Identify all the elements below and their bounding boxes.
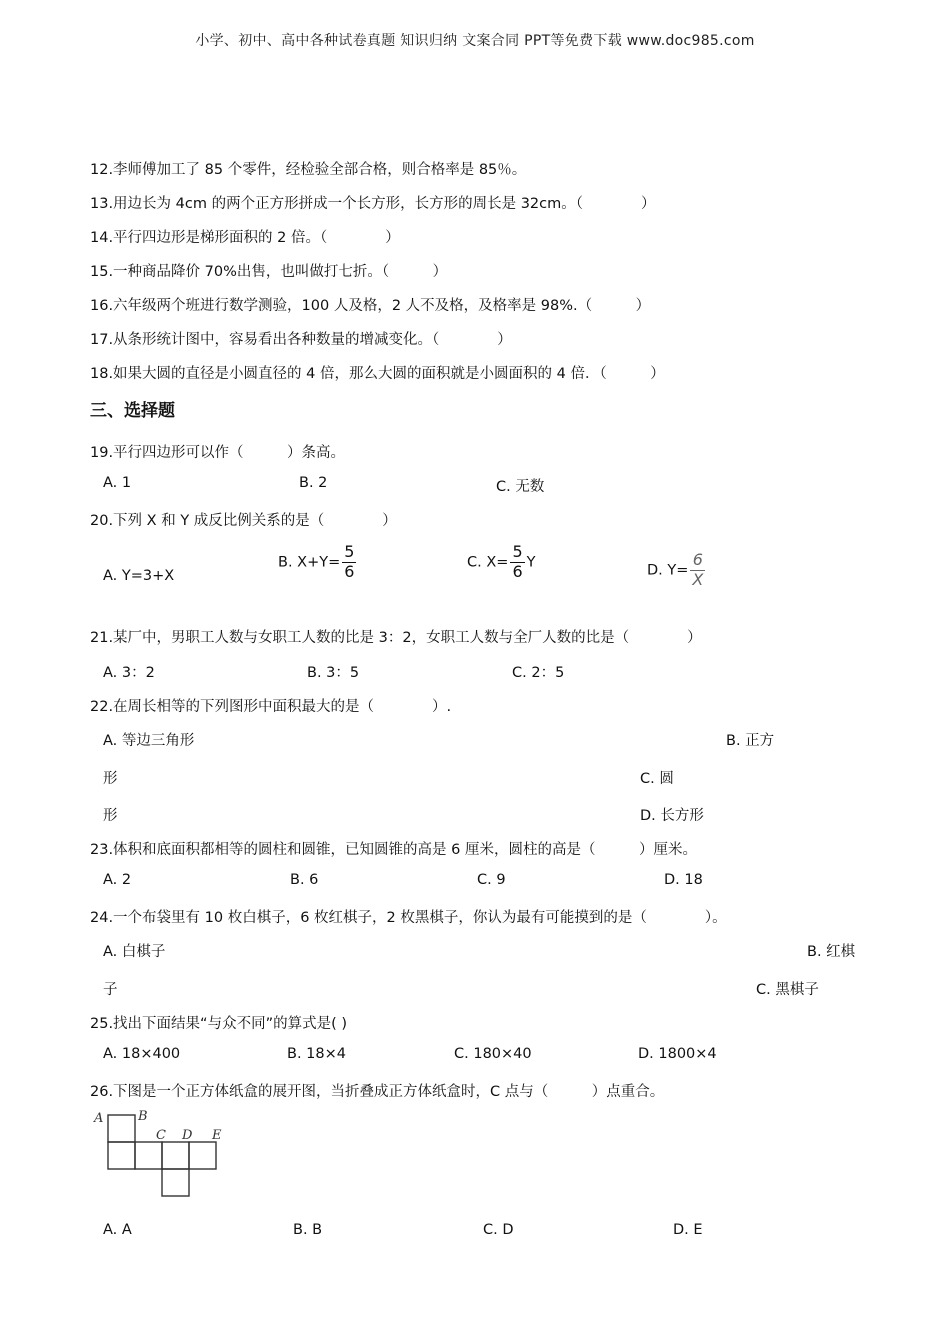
fraction-numerator: 5 bbox=[512, 542, 523, 561]
q20-option-d-fraction bbox=[690, 552, 705, 589]
q20-option-c[interactable] bbox=[467, 544, 535, 581]
net-square-top bbox=[108, 1115, 135, 1142]
q26-option-d[interactable]: D. E bbox=[673, 1222, 703, 1238]
q20-option-b-fraction bbox=[342, 544, 356, 581]
net-square-3 bbox=[162, 1142, 189, 1169]
question-25: 25.找出下面结果“与众不同”的算式是( ) bbox=[90, 1016, 348, 1032]
question-22: 22.在周长相等的下列图形中面积最大的是（ ）. bbox=[90, 699, 452, 715]
q26-option-b[interactable]: B. B bbox=[293, 1222, 323, 1238]
question-20: 20.下列 X 和 Y 成反比例关系的是（ ） bbox=[90, 513, 397, 529]
question-17: 17.从条形统计图中，容易看出各种数量的增减变化。（ ） bbox=[90, 332, 512, 348]
net-square-1 bbox=[108, 1142, 135, 1169]
q25-option-b[interactable]: B. 18×4 bbox=[287, 1046, 346, 1062]
question-23: 23.体积和底面积都相等的圆柱和圆锥，已知圆锥的高是 6 厘米，圆柱的高是（ ）厘米。 bbox=[90, 842, 697, 858]
net-square-2 bbox=[135, 1142, 162, 1169]
question-16: 16.六年级两个班进行数学测验，100 人及格，2 人不及格，及格率是 98%.（ ） bbox=[90, 298, 651, 314]
q20-option-c-fraction bbox=[510, 544, 524, 581]
net-label-d: D bbox=[182, 1128, 193, 1143]
fraction-numerator: 5 bbox=[344, 542, 355, 561]
q24-option-b[interactable]: B. 红棋 bbox=[807, 944, 856, 960]
q23-option-c[interactable]: C. 9 bbox=[477, 872, 506, 888]
q24-option-c[interactable]: C. 黑棋子 bbox=[756, 982, 819, 998]
q20-option-b[interactable] bbox=[278, 544, 358, 581]
q22-option-b[interactable]: B. 正方 bbox=[726, 733, 775, 749]
q20-option-c-suffix: Y bbox=[526, 554, 536, 571]
q20-option-b-prefix: B. X+Y= bbox=[278, 554, 341, 571]
q21-option-b[interactable]: B. 3：5 bbox=[307, 665, 360, 681]
q21-option-a[interactable]: A. 3：2 bbox=[103, 665, 155, 681]
q22-option-c-wrap: 形 bbox=[103, 808, 118, 824]
q26-option-c[interactable]: C. D bbox=[483, 1222, 514, 1238]
section-title: 三、选择题 bbox=[90, 401, 175, 421]
cube-net-figure bbox=[92, 1108, 232, 1198]
q20-option-d[interactable] bbox=[647, 552, 707, 589]
net-label-c: C bbox=[156, 1128, 166, 1143]
q19-option-c[interactable]: C. 无数 bbox=[496, 479, 545, 495]
net-square-bottom bbox=[162, 1169, 189, 1196]
q20-option-a[interactable]: A. Y=3+X bbox=[103, 568, 175, 584]
q25-option-a[interactable]: A. 18×400 bbox=[103, 1046, 181, 1062]
q26-option-a[interactable]: A. A bbox=[103, 1222, 132, 1238]
fraction-denominator: X bbox=[692, 569, 704, 589]
net-label-b: B bbox=[138, 1109, 148, 1124]
q22-option-a[interactable]: A. 等边三角形 bbox=[103, 733, 195, 749]
q22-option-d[interactable]: D. 长方形 bbox=[640, 808, 704, 824]
q25-option-c[interactable]: C. 180×40 bbox=[454, 1046, 532, 1062]
question-15: 15.一种商品降价 70%出售，也叫做打七折。（ ） bbox=[90, 264, 448, 280]
q19-option-a[interactable]: A. 1 bbox=[103, 475, 132, 491]
q22-option-c[interactable]: C. 圆 bbox=[640, 771, 674, 787]
net-label-e: E bbox=[212, 1128, 222, 1143]
q20-option-d-prefix: D. Y= bbox=[647, 562, 689, 579]
q20-option-c-prefix: C. X= bbox=[467, 554, 509, 571]
page-header: 小学、初中、高中各种试卷真题 知识归纳 文案合同 PPT等免费下载 www.doc985.com bbox=[195, 33, 755, 49]
question-26: 26.下图是一个正方体纸盒的展开图，当折叠成正方体纸盒时，C 点与（ ）点重合。 bbox=[90, 1084, 665, 1100]
question-12: 12.李师傅加工了 85 个零件，经检验全部合格，则合格率是 85％。 bbox=[90, 162, 527, 178]
q21-option-c[interactable]: C. 2：5 bbox=[512, 665, 565, 681]
q24-option-a[interactable]: A. 白棋子 bbox=[103, 944, 166, 960]
fraction-denominator: 6 bbox=[344, 561, 355, 581]
fraction-numerator: 6 bbox=[692, 550, 703, 569]
question-14: 14.平行四边形是梯形面积的 2 倍。（ ） bbox=[90, 230, 400, 246]
q19-option-b[interactable]: B. 2 bbox=[299, 475, 328, 491]
net-label-a: A bbox=[94, 1111, 104, 1126]
question-21: 21.某厂中，男职工人数与女职工人数的比是 3：2，女职工人数与全厂人数的比是（ ） bbox=[90, 630, 702, 646]
net-square-4 bbox=[189, 1142, 216, 1169]
fraction-denominator: 6 bbox=[512, 561, 523, 581]
question-19: 19.平行四边形可以作（ ）条高。 bbox=[90, 445, 346, 461]
question-13: 13.用边长为 4cm 的两个正方形拼成一个长方形，长方形的周长是 32cm。（ ） bbox=[90, 196, 656, 212]
q23-option-b[interactable]: B. 6 bbox=[290, 872, 319, 888]
question-24: 24.一个布袋里有 10 枚白棋子，6 枚红棋子，2 枚黑棋子，你认为最有可能摸到的是（ ）。 bbox=[90, 910, 727, 926]
q24-option-b-wrap: 子 bbox=[103, 982, 118, 998]
q23-option-a[interactable]: A. 2 bbox=[103, 872, 132, 888]
question-18: 18.如果大圆的直径是小圆直径的 4 倍，那么大圆的面积就是小圆面积的 4 倍．（ ） bbox=[90, 366, 665, 382]
q22-option-b-wrap: 形 bbox=[103, 771, 118, 787]
q25-option-d[interactable]: D. 1800×4 bbox=[638, 1046, 717, 1062]
q23-option-d[interactable]: D. 18 bbox=[664, 872, 703, 888]
